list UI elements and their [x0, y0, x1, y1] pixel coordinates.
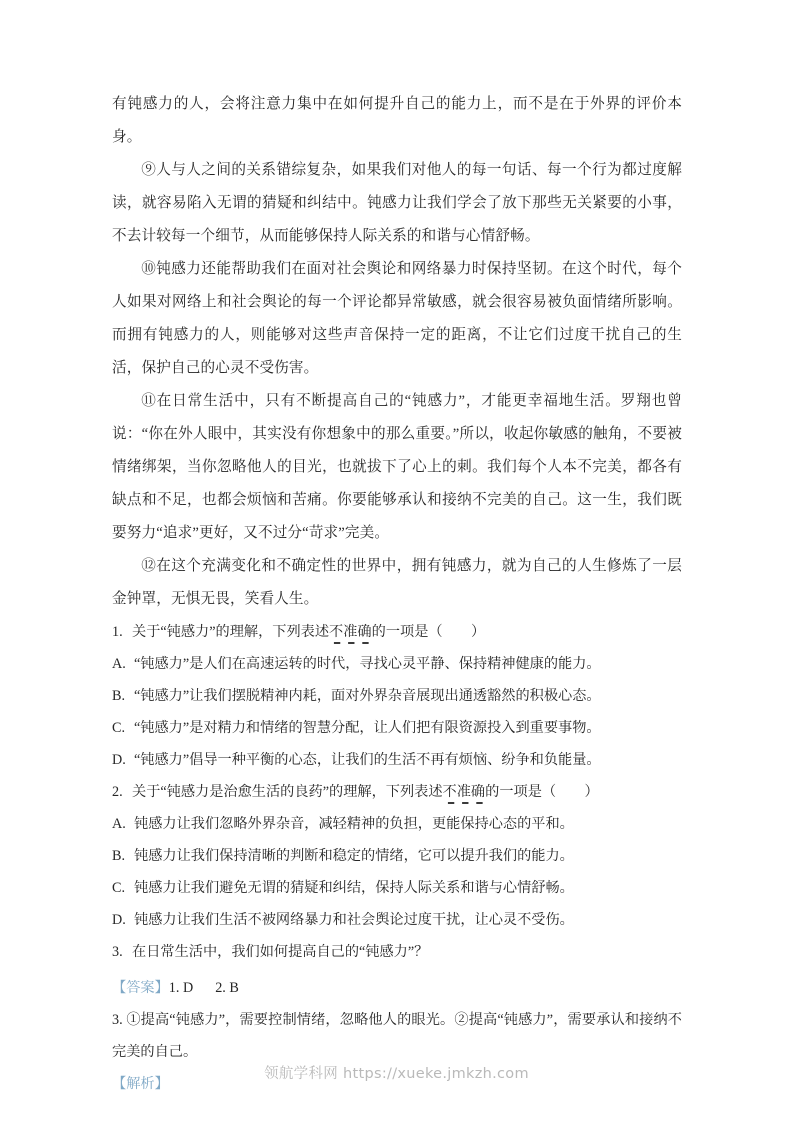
option-c-label: C. [112, 880, 126, 896]
answer-item-3: 3. ①提高“钝感力”，需要控制情绪，忽略他人的眼光。②提高“钝感力”，需要承认和接纳不完美的自己。 [112, 1012, 682, 1060]
watermark-url: https://xueke.jmkzh.com [343, 1066, 529, 1082]
watermark-site-name: 领航学科网 [264, 1066, 339, 1082]
option-b-text: “钝感力”让我们摆脱精神内耗，面对外界杂音展现出通透豁然的积极心态。 [134, 688, 601, 704]
question-2-emphasis: 不准确 [442, 784, 486, 800]
question-3-stem [112, 936, 682, 968]
question-1-emphasis: 不准确 [329, 624, 372, 640]
option-d-text: 钝感力让我们生活不被网络暴力和社会舆论过度干扰，让心灵不受伤。 [134, 912, 574, 928]
analysis-tag: 【解析】 [112, 1076, 169, 1092]
answer-item-2: 2. B [215, 980, 239, 996]
question-1-option-a[interactable] [112, 648, 682, 680]
question-2-stem-before: 关于“钝感力是治愈生活的良药”的理解，下列表述 [132, 784, 443, 800]
paragraph-12: ⑫在这个充满变化和不确定性的世界中，拥有钝感力，就为自己的人生修炼了一层金钟罩，无惧无畏，笑看人生。 [112, 558, 682, 607]
option-b-label: B. [112, 688, 126, 704]
question-2-number: 2. [112, 784, 123, 800]
footer-watermark [0, 1062, 793, 1083]
answer-line [112, 972, 682, 1004]
option-b-label: B. [112, 848, 126, 864]
paragraph-10: ⑩钝感力还能帮助我们在面对社会舆论和网络暴力时保持坚韧。在这个时代，每个人如果对网络上和社会舆论的每一个评论都异常敏感，就会很容易被负面情绪所影响。而拥有钝感力的人，则能够对这些声音保持一定的距离，不让它们过度干扰自己的生活，保护自己的心灵不受伤害。 [112, 261, 682, 376]
question-2-option-d[interactable] [112, 904, 682, 936]
document-content [112, 88, 682, 1100]
option-a-label: A. [112, 656, 126, 672]
question-2-option-a[interactable] [112, 808, 682, 840]
paragraph-9: ⑨人与人之间的关系错综复杂，如果我们对他人的每一句话、每一个行为都过度解读，就容易陷入无谓的猜疑和纠结中。钝感力让我们学会了放下那些无关紧要的小事，不去计较每一个细节，从而能够保持人际关系的和谐与心情舒畅。 [112, 162, 682, 244]
answer-tag: 【答案】 [112, 980, 169, 996]
option-d-label: D. [112, 752, 126, 768]
question-1-option-d[interactable] [112, 744, 682, 776]
question-1-option-b[interactable] [112, 680, 682, 712]
question-3-number: 3. [112, 944, 123, 960]
option-d-label: D. [112, 912, 126, 928]
question-2-stem-after: 的一项是（ ） [485, 784, 599, 800]
paragraph-continuation: 有钝感力的人，会将注意力集中在如何提升自己的能力上，而不是在于外界的评价本身。 [112, 96, 682, 145]
option-a-text: “钝感力”是人们在高速运转的时代，寻找心灵平静、保持精神健康的能力。 [134, 656, 601, 672]
option-c-text: 钝感力让我们避免无谓的猜疑和纠结，保持人际关系和谐与心情舒畅。 [134, 880, 574, 896]
answer-item-1: 1. D [168, 980, 194, 996]
paragraph-11: ⑪在日常生活中，只有不断提高自己的“钝感力”，才能更幸福地生活。罗翔也曾说：“你在外人眼中，其实没有你想象中的那么重要。”所以，收起你敏感的触角，不要被情绪绑架，当你忽略他人的目光，也就拔下了心上的刺。我们每个人本不完美，都各有缺点和不足，也都会烦恼和苦痛。你要能够承认和接纳不完美的自己。这一生，我们既要努力“追求”更好，又不过分“苛求”完美。 [112, 393, 682, 541]
question-2-stem [112, 776, 682, 808]
question-1-option-c[interactable] [112, 712, 682, 744]
question-1-stem-before: 关于“钝感力”的理解，下列表述 [132, 624, 330, 640]
question-1-stem-after: 的一项是（ ） [371, 624, 486, 640]
option-b-text: 钝感力让我们保持清晰的判断和稳定的情绪，它可以提升我们的能力。 [134, 848, 574, 864]
option-a-text: 钝感力让我们忽略外界杂音，减轻精神的负担，更能保持心态的平和。 [134, 816, 574, 832]
option-c-label: C. [112, 720, 126, 736]
question-2-option-c[interactable] [112, 872, 682, 904]
question-3-stem-before: 在日常生活中，我们如何提高自己的“钝感力”？ [132, 944, 429, 960]
question-1-stem [112, 616, 682, 648]
option-c-text: “钝感力”是对精力和情绪的智慧分配，让人们把有限资源投入到重要事物。 [134, 720, 601, 736]
option-a-label: A. [112, 816, 126, 832]
question-2-option-b[interactable] [112, 840, 682, 872]
question-1-number: 1. [112, 624, 123, 640]
option-d-text: “钝感力”倡导一种平衡的心态，让我们的生活不再有烦恼、纷争和负能量。 [134, 752, 601, 768]
